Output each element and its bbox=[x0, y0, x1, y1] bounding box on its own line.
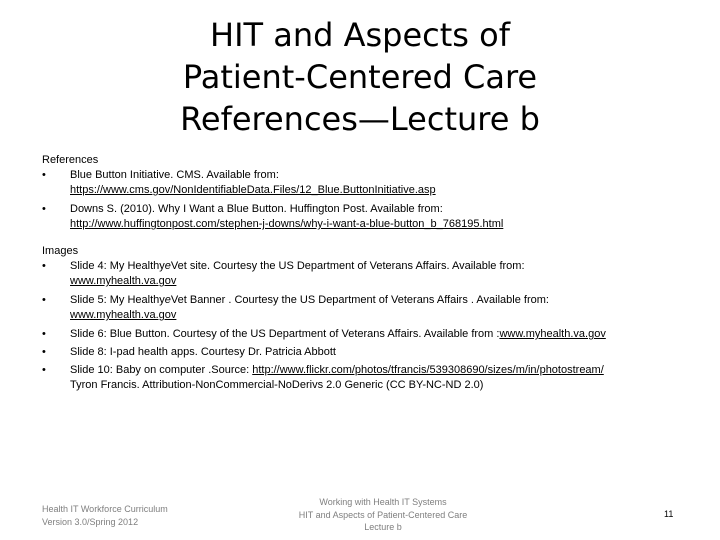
slide-title-line-1: HIT and Aspects of bbox=[210, 16, 510, 54]
reference-link[interactable]: https://www.cms.gov/NonIdentifiableData.Files/12_Blue.ButtonInitiative.asp bbox=[70, 184, 436, 196]
bullet-icon: • bbox=[42, 203, 46, 215]
bullet-icon: • bbox=[42, 260, 46, 272]
image-credit-text: Slide 8: I-pad health apps. Courtesy Dr. Patricia Abbott bbox=[70, 346, 336, 358]
reference-text: Downs S. (2010). Why I Want a Blue Button. Huffington Post. Available from: bbox=[70, 203, 443, 215]
images-heading: Images bbox=[42, 245, 79, 257]
image-credit-link[interactable]: www.myhealth.va.gov bbox=[70, 275, 177, 287]
image-credit-text: Slide 4: My HealthyeVet site. Courtesy the US Department of Veterans Affairs. Available from: bbox=[70, 260, 525, 272]
image-credit-item bbox=[42, 327, 692, 342]
references-heading: References bbox=[42, 154, 99, 166]
image-credit-text: Slide 10: Baby on computer .Source: http://www.flickr.com/photos/tfrancis/539308690/sizes/m/in/photostream/ bbox=[70, 364, 604, 376]
reference-link[interactable]: http://www.huffingtonpost.com/stephen-j-downs/why-i-want-a-blue-button_b_768195.html bbox=[70, 218, 504, 230]
references-list bbox=[42, 168, 692, 232]
image-credit-text: Slide 5: My HealthyeVet Banner . Courtesy the US Department of Veterans Affairs . Available from: bbox=[70, 294, 549, 306]
bullet-icon: • bbox=[42, 328, 46, 340]
image-credit-item bbox=[42, 363, 692, 393]
slide-title-line-2: Patient-Centered Care bbox=[182, 58, 538, 96]
slide-title-line-3: References—Lecture b bbox=[180, 100, 540, 138]
bullet-icon: • bbox=[42, 346, 46, 358]
bullet-icon: • bbox=[42, 364, 46, 376]
page-number: 11 bbox=[664, 509, 674, 519]
image-credit-text: Slide 6: Blue Button. Courtesy of the US Department of Veterans Affairs. Available from :www.myhealth.va.gov bbox=[70, 328, 606, 340]
reference-item bbox=[42, 168, 692, 198]
slide-title bbox=[0, 14, 720, 140]
bullet-icon: • bbox=[42, 294, 46, 306]
slide-body bbox=[42, 153, 692, 397]
image-credit-link[interactable]: www.myhealth.va.gov bbox=[499, 328, 606, 340]
footer-unit: HIT and Aspects of Patient-Centered Care bbox=[298, 509, 468, 520]
footer-curriculum bbox=[42, 503, 168, 529]
footer-version: Version 3.0/Spring 2012 bbox=[42, 517, 139, 527]
image-credit-attribution: Tyron Francis. Attribution-NonCommercial-NoDerivs 2.0 Generic (CC BY-NC-ND 2.0) bbox=[70, 379, 484, 391]
footer-component: Working with Health IT Systems bbox=[319, 497, 447, 507]
footer-curriculum-name: Health IT Workforce Curriculum bbox=[42, 504, 168, 514]
reference-item bbox=[42, 202, 692, 232]
image-credit-item bbox=[42, 345, 692, 360]
image-credit-item bbox=[42, 293, 692, 323]
bullet-icon: • bbox=[42, 169, 46, 181]
image-credit-link[interactable]: http://www.flickr.com/photos/tfrancis/539308690/sizes/m/in/photostream/ bbox=[252, 364, 604, 376]
image-credit-item bbox=[42, 259, 692, 289]
footer-lecture: Lecture b bbox=[364, 522, 402, 532]
reference-text: Blue Button Initiative. CMS. Available from: bbox=[70, 169, 279, 181]
images-list bbox=[42, 259, 692, 393]
footer-course-info bbox=[260, 496, 506, 534]
image-credit-link[interactable]: www.myhealth.va.gov bbox=[70, 309, 177, 321]
